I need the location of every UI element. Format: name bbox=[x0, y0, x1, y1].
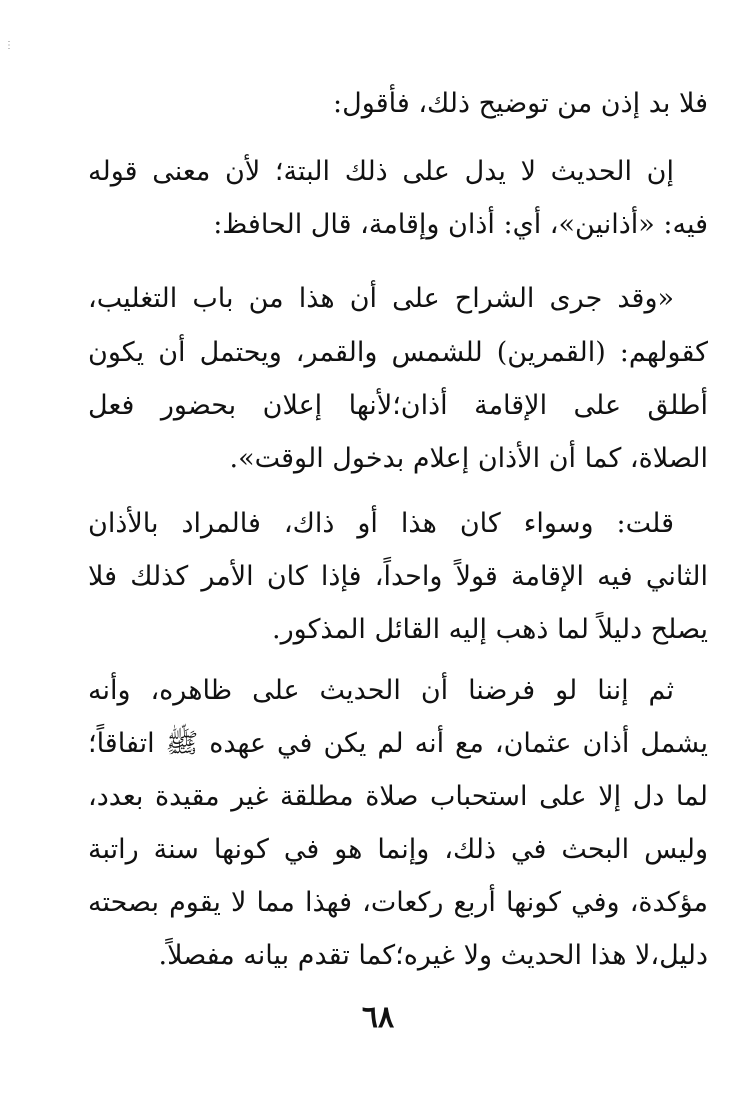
paragraph-3-line-1: «وقد جرى الشراح على أن هذا من باب التغليب، bbox=[88, 283, 674, 314]
paragraph-5-line-3: لما دل إلا على استحباب صلاة مطلقة غير مقيدة بعدد، bbox=[88, 781, 708, 812]
paragraph-5-line-5: مؤكدة، وفي كونها أربع ركعات، فهذا مما لا يقوم بصحته bbox=[88, 887, 708, 918]
paragraph-5-line-4: وليس البحث في ذلك، وإنما هو في كونها سنة راتبة bbox=[88, 834, 708, 865]
paragraph-1-line-1: فلا بد إذن من توضيح ذلك، فأقول: bbox=[333, 88, 708, 119]
scan-edge-mark: ⋮ bbox=[4, 40, 14, 51]
paragraph-3-line-3: أطلق على الإقامة أذان؛لأنها إعلان بحضور فعل bbox=[88, 390, 708, 421]
body-text bbox=[88, 0, 708, 1000]
paragraph-3-line-4: الصلاة، كما أن الأذان إعلام بدخول الوقت». bbox=[229, 443, 708, 474]
paragraph-4-line-1: قلت: وسواء كان هذا أو ذاك، فالمراد بالأذان bbox=[88, 508, 674, 539]
paragraph-2-line-1: إن الحديث لا يدل على ذلك البتة؛ لأن معنى قوله bbox=[88, 156, 674, 187]
paragraph-3-line-2: كقولهم: (القمرين) للشمس والقمر، ويحتمل أن يكون bbox=[88, 337, 708, 368]
paragraph-5-line-6: دليل،لا هذا الحديث ولا غيره؛كما تقدم بيانه مفصلاً. bbox=[158, 940, 708, 971]
paragraph-4-line-2: الثاني فيه الإقامة قولاً واحداً، فإذا كان الأمر كذلك فلا bbox=[88, 561, 708, 592]
paragraph-2-line-2: فيه: «أذانين»، أي: أذان وإقامة، قال الحافظ: bbox=[213, 209, 708, 240]
paragraph-4-line-3: يصلح دليلاً لما ذهب إليه القائل المذكور. bbox=[272, 614, 708, 645]
paragraph-5-line-1: ثم إننا لو فرضنا أن الحديث على ظاهره، وأنه bbox=[88, 675, 674, 706]
page-number: ٦٨ bbox=[361, 1000, 395, 1035]
paragraph-5-line-2: يشمل أذان عثمان، مع أنه لم يكن في عهده ﷺ اتفاقاً؛ bbox=[88, 728, 708, 759]
